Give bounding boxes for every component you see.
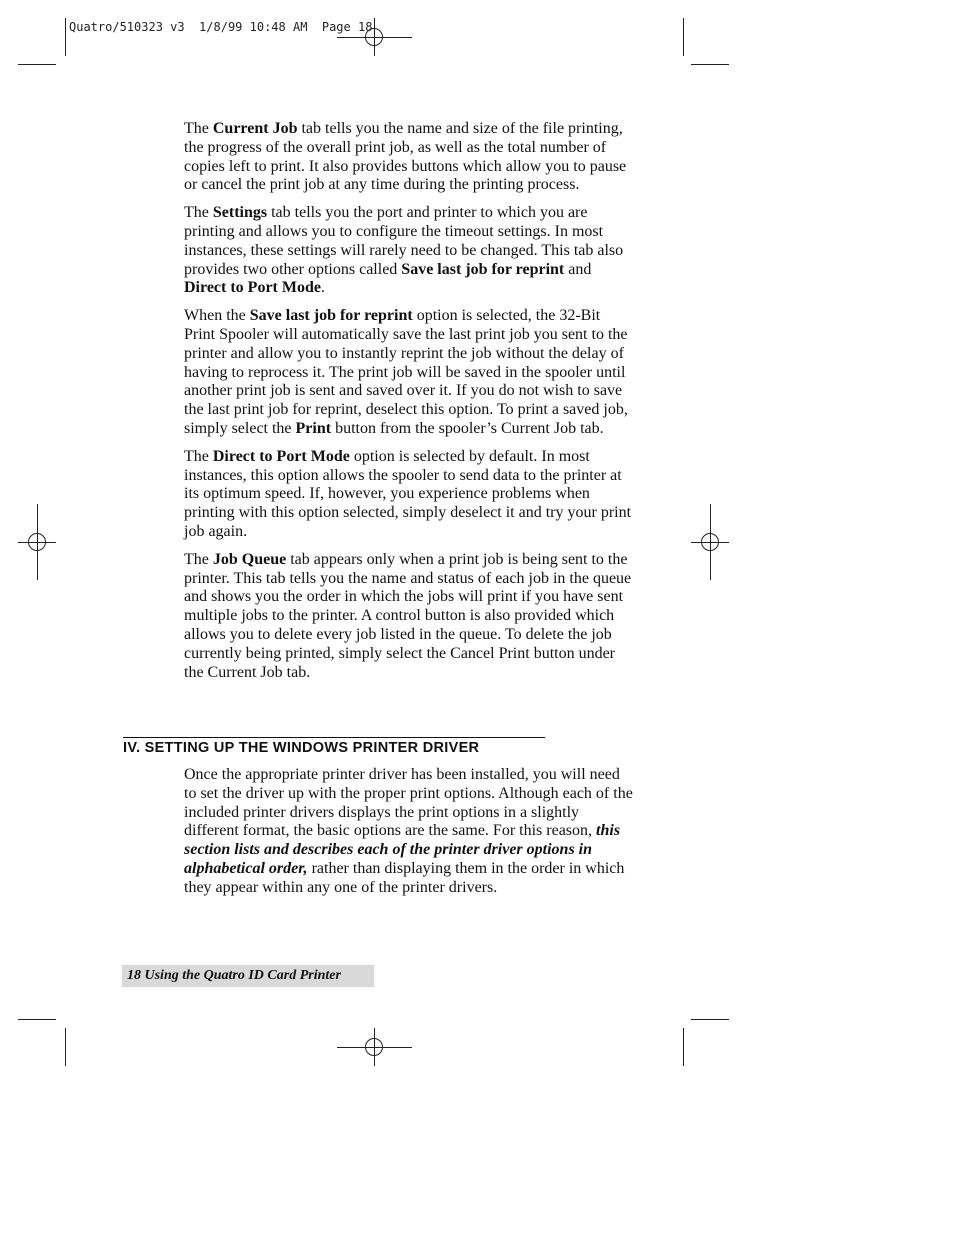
text-run: The (184, 550, 213, 568)
crop-mark-top-left-h (18, 64, 56, 65)
section-paragraph (184, 766, 634, 898)
text-run: rather than displaying them in the order in which they appear within any one of the printer drivers. (184, 859, 625, 896)
text-run: Once the appropriate printer driver has been installed, you will need to set the driver up with the proper print options. Although each of the included printer drivers displays the print options in a slightly different format, the basic options are the same. For this reason, (184, 766, 633, 840)
text-run: The (184, 447, 213, 465)
text-run: option is selected, the 32-Bit Print Spooler will automatically save the last print job you sent to the printer and allow you to instantly reprint the job without the delay of having to reprocess it. The print job will be saved in the spooler until another print job is sent and saved over it. If you do not wish to save the last print job for reprint, deselect this option. To print a saved job, simply select the (184, 307, 628, 437)
crop-mark-bottom-right-h (691, 1019, 729, 1020)
bold-term: Settings (212, 204, 268, 222)
section-heading: IV. SETTING UP THE WINDOWS PRINTER DRIVER (123, 737, 545, 756)
crop-mark-top-right-h (691, 64, 729, 65)
registration-mark-left-circle (28, 533, 46, 551)
text-run: tab appears only when a print job is being sent to the printer. This tab tells you the name and status of each job in the queue and shows you the order in which the jobs will print if you have sent multiple jobs to the printer. A control button is also provided which allows you to delete every job listed in the queue. To delete the job currently being printed, simply select the Cancel Print button under the Current Job tab. (184, 550, 632, 681)
text-run: option is selected by default. In most instances, this option allows the spooler to send data to the printer at its optimum speed. If, however, you experience problems when printing with this option selected, simply deselect it and try your print job again. (184, 447, 632, 540)
text-run: and (564, 260, 592, 278)
emphasis-text: this section lists and describes each of the printer driver options in alphabetical order, (184, 822, 621, 877)
bold-term: Current Job (212, 120, 298, 137)
bold-term: Print (295, 419, 332, 437)
paragraph (184, 307, 634, 439)
page-footer: 18 Using the Quatro ID Card Printer (122, 965, 374, 987)
slug-line: Quatro/510323 v3 1/8/99 10:48 AM Page 18 (69, 20, 373, 34)
crop-mark-top-left-v (65, 18, 66, 56)
text-run: The (184, 204, 213, 222)
crop-mark-top-right-v (683, 18, 684, 56)
bold-term: Direct to Port Mode (212, 447, 350, 465)
registration-mark-bottom-circle (365, 1038, 383, 1056)
registration-mark-top-circle (365, 28, 383, 46)
paragraph (184, 448, 634, 542)
text-run: button from the spooler’s Current Job tab. (331, 419, 604, 437)
paragraph (184, 551, 634, 683)
bold-term: Job Queue (212, 550, 287, 568)
bold-term: Save last job for reprint (249, 307, 413, 325)
bold-term: Save last job for reprint (401, 260, 565, 278)
paragraph (184, 204, 634, 298)
section-text-column (184, 766, 634, 898)
text-run: When the (184, 307, 250, 325)
bold-term: Direct to Port Mode (184, 279, 321, 297)
text-run: . (320, 279, 325, 297)
paragraph (184, 120, 634, 195)
text-run: tab tells you the port and printer to which you are printing and allows you to configure the timeout settings. In most instances, these settings will rarely need to be changed. This tab also provides two other options called (184, 204, 624, 278)
crop-mark-bottom-right-v (683, 1028, 684, 1066)
text-run: tab tells you the name and size of the file printing, the progress of the overall print job, as well as the total number of copies left to print. It also provides buttons which allow you to pause or cancel the print job at any time during the printing process. (184, 120, 627, 194)
text-run: The (184, 120, 213, 137)
crop-mark-bottom-left-h (18, 1019, 56, 1020)
main-text-column (184, 120, 634, 682)
registration-mark-right-circle (701, 533, 719, 551)
crop-mark-bottom-left-v (65, 1028, 66, 1066)
